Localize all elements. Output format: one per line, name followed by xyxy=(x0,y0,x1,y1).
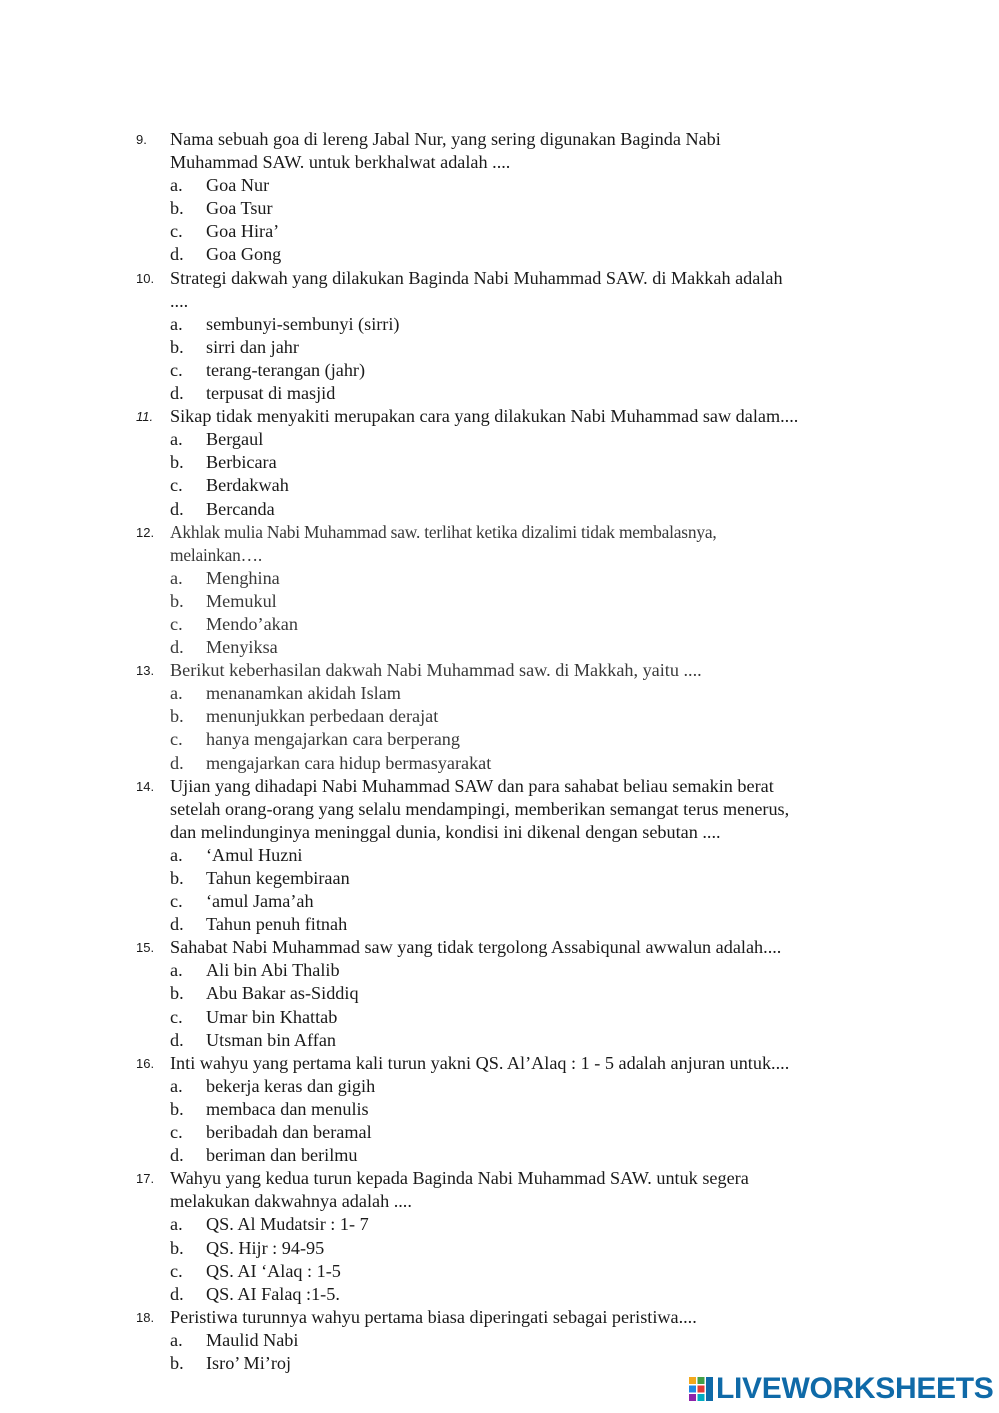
question-number: 13. xyxy=(136,663,155,679)
question-number: 18. xyxy=(136,1309,155,1325)
option-d xyxy=(0,1283,999,1306)
option-letter: b. xyxy=(170,1352,184,1373)
option-letter: d. xyxy=(170,1029,184,1050)
brand-name: LIVEWORKSHEETS xyxy=(716,1372,994,1405)
question-14 xyxy=(0,775,999,937)
option-letter: a. xyxy=(170,844,183,865)
option-a xyxy=(0,682,999,705)
option-a xyxy=(0,1075,999,1098)
option-c xyxy=(0,220,999,243)
option-letter: c. xyxy=(170,1122,183,1143)
option-text: beriman dan berilmu xyxy=(206,1145,358,1166)
answer-options xyxy=(0,959,999,1051)
question-number: 15. xyxy=(136,940,155,956)
answer-options xyxy=(0,313,999,405)
option-letter: c. xyxy=(170,1260,183,1281)
option-text: Memukul xyxy=(206,590,277,611)
option-letter: c. xyxy=(170,1006,183,1027)
option-c xyxy=(0,613,999,636)
option-text: Goa Hira’ xyxy=(206,221,280,242)
answer-options xyxy=(0,567,999,659)
question-text: Strategi dakwah yang dilakukan Baginda Nabi Muhammad SAW. di Makkah adalah .... xyxy=(170,267,783,311)
option-text: ‘Amul Huzni xyxy=(206,844,303,865)
question-number: 14. xyxy=(136,778,155,794)
question-15 xyxy=(0,936,999,1051)
option-c xyxy=(0,474,999,497)
option-letter: d. xyxy=(170,637,184,658)
option-d xyxy=(0,1144,999,1167)
option-letter: a. xyxy=(170,1075,183,1096)
option-text: QS. Al Mudatsir : 1- 7 xyxy=(206,1214,369,1235)
option-letter: d. xyxy=(170,1283,184,1304)
question-17 xyxy=(0,1167,999,1306)
option-c xyxy=(0,728,999,751)
option-letter: a. xyxy=(170,175,183,196)
option-text: membaca dan menulis xyxy=(206,1098,369,1119)
option-d xyxy=(0,636,999,659)
option-c xyxy=(0,1006,999,1029)
option-letter: a. xyxy=(170,1329,183,1350)
question-11 xyxy=(0,405,999,520)
question-number: 10. xyxy=(136,270,155,286)
option-c xyxy=(0,890,999,913)
answer-options xyxy=(0,844,999,936)
option-d xyxy=(0,1029,999,1052)
option-a xyxy=(0,844,999,867)
option-d xyxy=(0,752,999,775)
option-text: Goa Tsur xyxy=(206,198,273,219)
option-letter: b. xyxy=(170,336,184,357)
option-letter: c. xyxy=(170,891,183,912)
option-b xyxy=(0,197,999,220)
option-text: Bercanda xyxy=(206,498,275,519)
option-c xyxy=(0,359,999,382)
option-text: terpusat di masjid xyxy=(206,383,336,404)
option-text: Maulid Nabi xyxy=(206,1329,299,1350)
question-16 xyxy=(0,1052,999,1167)
option-d xyxy=(0,243,999,266)
option-b xyxy=(0,705,999,728)
option-text: Tahun kegembiraan xyxy=(206,868,350,888)
option-b xyxy=(0,336,999,359)
option-text: sembunyi-sembunyi (sirri) xyxy=(206,313,400,334)
option-text: QS. AI Falaq :1-5. xyxy=(206,1283,340,1304)
option-text: Ali bin Abi Thalib xyxy=(206,960,340,981)
question-number: 9. xyxy=(136,132,147,147)
option-letter: b. xyxy=(170,1098,184,1119)
question-18 xyxy=(0,1306,999,1375)
option-a xyxy=(0,428,999,451)
option-letter: a. xyxy=(170,313,183,334)
option-letter: b. xyxy=(170,198,184,219)
question-text: Wahyu yang kedua turun kepada Baginda Nabi Muhammad SAW. untuk segera melakukan dakwahnya adalah .... xyxy=(170,1168,749,1212)
option-text: Utsman bin Affan xyxy=(206,1029,336,1050)
question-number: 11. xyxy=(136,409,154,425)
option-text: sirri dan jahr xyxy=(206,336,299,357)
option-text: menunjukkan perbedaan derajat xyxy=(206,706,439,727)
option-text: Menyiksa xyxy=(206,637,278,658)
answer-options xyxy=(0,1075,999,1167)
question-text: Sahabat Nabi Muhammad saw yang tidak tergolong Assabiqunal awwalun adalah.... xyxy=(170,937,782,958)
option-letter: c. xyxy=(170,613,183,634)
worksheet-questions xyxy=(0,128,999,1375)
option-b xyxy=(0,1098,999,1121)
option-text: Menghina xyxy=(206,567,280,588)
question-text: Nama sebuah goa di lereng Jabal Nur, yang sering digunakan Baginda Nabi Muhammad SAW. untuk berkhalwat adalah .... xyxy=(170,129,721,173)
question-text: Ujian yang dihadapi Nabi Muhammad SAW dan para sahabat beliau semakin berat setelah orang-orang yang selalu mendampingi, memberikan semangat terus menerus, dan melindunginya meninggal dunia, kondisi ini dikenal dengan sebutan .... xyxy=(170,775,790,842)
question-text: Peristiwa turunnya wahyu pertama biasa diperingati sebagai peristiwa.... xyxy=(170,1306,697,1327)
option-letter: d. xyxy=(170,1145,184,1166)
option-letter: a. xyxy=(170,567,183,588)
question-number: 16. xyxy=(136,1055,155,1071)
option-letter: a. xyxy=(170,960,183,981)
question-number: 12. xyxy=(136,524,155,540)
option-text: QS. AI ‘Alaq : 1-5 xyxy=(206,1260,341,1281)
question-text: Akhlak mulia Nabi Muhammad saw. terlihat ketika dizalimi tidak membalasnya, melainkan…. xyxy=(170,521,717,565)
option-a xyxy=(0,313,999,336)
option-letter: d. xyxy=(170,914,184,935)
option-letter: b. xyxy=(170,1237,184,1258)
option-a xyxy=(0,174,999,197)
option-a xyxy=(0,567,999,590)
question-13 xyxy=(0,659,999,774)
question-9 xyxy=(0,128,999,267)
option-letter: b. xyxy=(170,452,184,473)
option-text: Bergaul xyxy=(206,429,264,450)
option-letter: b. xyxy=(170,706,184,727)
option-text: QS. Hijr : 94-95 xyxy=(206,1237,325,1258)
question-12 xyxy=(0,521,999,660)
option-text: ‘amul Jama’ah xyxy=(206,891,314,912)
option-b xyxy=(0,982,999,1005)
answer-options xyxy=(0,682,999,774)
option-letter: b. xyxy=(170,590,184,611)
option-a xyxy=(0,959,999,982)
option-letter: d. xyxy=(170,244,184,265)
option-c xyxy=(0,1260,999,1283)
option-b xyxy=(0,1237,999,1260)
option-b xyxy=(0,590,999,613)
option-letter: a. xyxy=(170,1214,183,1235)
option-text: menanamkan akidah Islam xyxy=(206,683,401,704)
option-letter: c. xyxy=(170,221,183,242)
liveworksheets-logo-icon xyxy=(688,1376,714,1402)
question-text: Inti wahyu yang pertama kali turun yakni QS. Al’Alaq : 1 - 5 adalah anjuran untuk.... xyxy=(170,1052,790,1073)
option-text: Mendo’akan xyxy=(206,613,298,634)
option-text: bekerja keras dan gigih xyxy=(206,1075,376,1096)
option-text: Berdakwah xyxy=(206,475,289,496)
option-text: hanya mengajarkan cara berperang xyxy=(206,729,460,750)
option-b xyxy=(0,451,999,474)
option-letter: b. xyxy=(170,983,184,1004)
option-a xyxy=(0,1329,999,1352)
option-d xyxy=(0,913,999,936)
option-letter: a. xyxy=(170,429,183,450)
option-letter: c. xyxy=(170,475,183,496)
option-letter: d. xyxy=(170,752,184,773)
question-text: Sikap tidak menyakiti merupakan cara yang dilakukan Nabi Muhammad saw dalam.... xyxy=(170,406,799,427)
option-b xyxy=(0,867,999,890)
option-letter: c. xyxy=(170,359,183,380)
option-text: mengajarkan cara hidup bermasyarakat xyxy=(206,752,492,773)
option-c xyxy=(0,1121,999,1144)
question-10 xyxy=(0,267,999,406)
option-text: terang-terangan (jahr) xyxy=(206,359,366,380)
liveworksheets-logo xyxy=(688,1374,994,1404)
question-text: Berikut keberhasilan dakwah Nabi Muhammad saw. di Makkah, yaitu .... xyxy=(170,660,702,681)
option-text: beribadah dan beramal xyxy=(206,1122,372,1143)
answer-options xyxy=(0,1213,999,1305)
option-d xyxy=(0,498,999,521)
option-text: Goa Nur xyxy=(206,175,270,196)
option-text: Abu Bakar as-Siddiq xyxy=(206,983,359,1004)
option-letter: b. xyxy=(170,868,184,888)
question-number: 17. xyxy=(136,1171,155,1187)
option-letter: d. xyxy=(170,383,184,404)
option-text: Isro’ Mi’roj xyxy=(206,1352,292,1373)
option-a xyxy=(0,1213,999,1236)
option-d xyxy=(0,382,999,405)
answer-options xyxy=(0,428,999,520)
option-text: Umar bin Khattab xyxy=(206,1006,338,1027)
option-text: Tahun penuh fitnah xyxy=(206,914,348,935)
option-text: Goa Gong xyxy=(206,244,282,265)
option-letter: a. xyxy=(170,683,183,704)
answer-options xyxy=(0,1329,999,1375)
option-letter: c. xyxy=(170,729,183,750)
option-text: Berbicara xyxy=(206,452,277,473)
option-letter: d. xyxy=(170,498,184,519)
answer-options xyxy=(0,174,999,266)
